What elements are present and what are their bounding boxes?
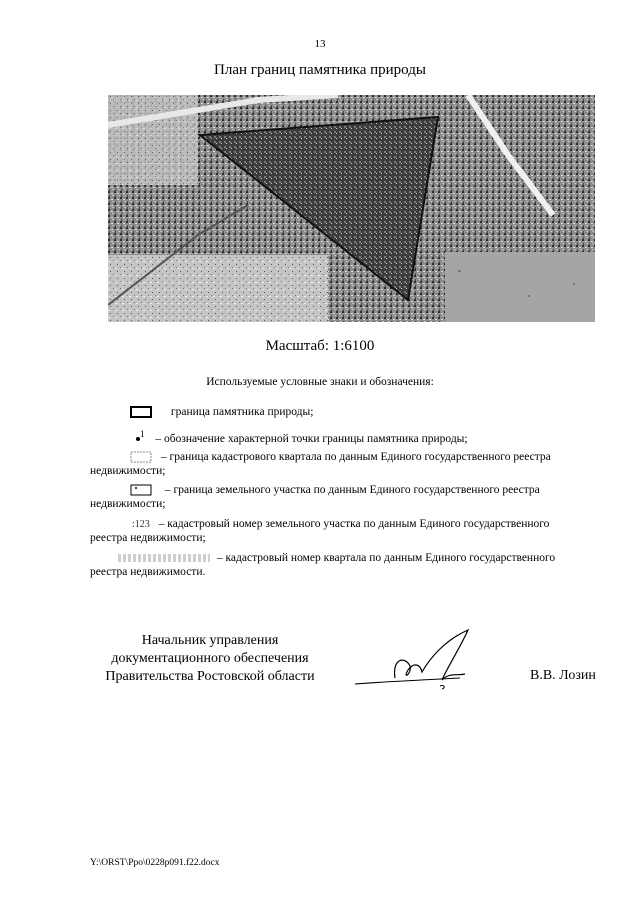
legend-heading: Используемые условные знаки и обозначения: — [206, 376, 434, 388]
signatory-position-line: Правительства Ростовской области — [105, 669, 315, 684]
land-plot-number-sample: :123 — [132, 519, 150, 530]
legend-item-boundary-point — [136, 427, 640, 446]
signatory-position — [90, 632, 330, 686]
signatory-name: В.В. Лозин — [530, 668, 596, 683]
legend-item-land-plot-boundary — [130, 483, 610, 497]
legend-item-label: – обозначение характерной точки границы памятника природы; — [155, 432, 468, 445]
map-scale-label: Масштаб: 1:6100 — [265, 338, 375, 354]
legend-item-label: граница памятника природы; — [170, 406, 314, 418]
signatory-position-line: документационного обеспечения — [111, 651, 309, 666]
handwritten-signature — [350, 628, 490, 690]
quarter-number-sample-icon — [118, 554, 210, 562]
legend-item-label: – граница земельного участка по данным Единого государственного реестра — [164, 484, 540, 496]
legend-item-land-plot-number — [132, 517, 610, 532]
legend-item-continuation: реестра недвижимости. — [90, 566, 206, 578]
land-plot-boundary-symbol-icon — [130, 484, 152, 496]
legend-item-cadastral-quarter-boundary — [130, 450, 610, 464]
legend-item-continuation: недвижимости; — [90, 465, 166, 477]
legend-item-label: – кадастровый номер земельного участка по данным Единого государственного — [158, 518, 550, 530]
footer-file-path: Y:\ORST\Ppo\0228p091.f22.docx — [90, 858, 220, 868]
aerial-map-image — [108, 95, 595, 322]
legend-item-continuation: недвижимости; — [90, 498, 166, 510]
legend-item-monument-boundary — [130, 405, 640, 419]
signatory-position-line: Начальник управления — [141, 633, 279, 648]
monument-boundary-symbol-icon — [130, 406, 152, 418]
cadastral-quarter-boundary-symbol-icon — [130, 451, 152, 463]
legend-item-label: – граница кадастрового квартала по данным Единого государственного реестра — [160, 451, 551, 463]
boundary-point-number: 1 — [140, 429, 145, 439]
legend-item-continuation: реестра недвижимости; — [90, 532, 206, 544]
page-number: 13 — [314, 38, 326, 50]
legend-item-label: – кадастровый номер квартала по данным Единого государственного — [216, 552, 556, 564]
page-title: План границ памятника природы — [214, 62, 426, 78]
legend-item-quarter-number — [118, 551, 610, 565]
